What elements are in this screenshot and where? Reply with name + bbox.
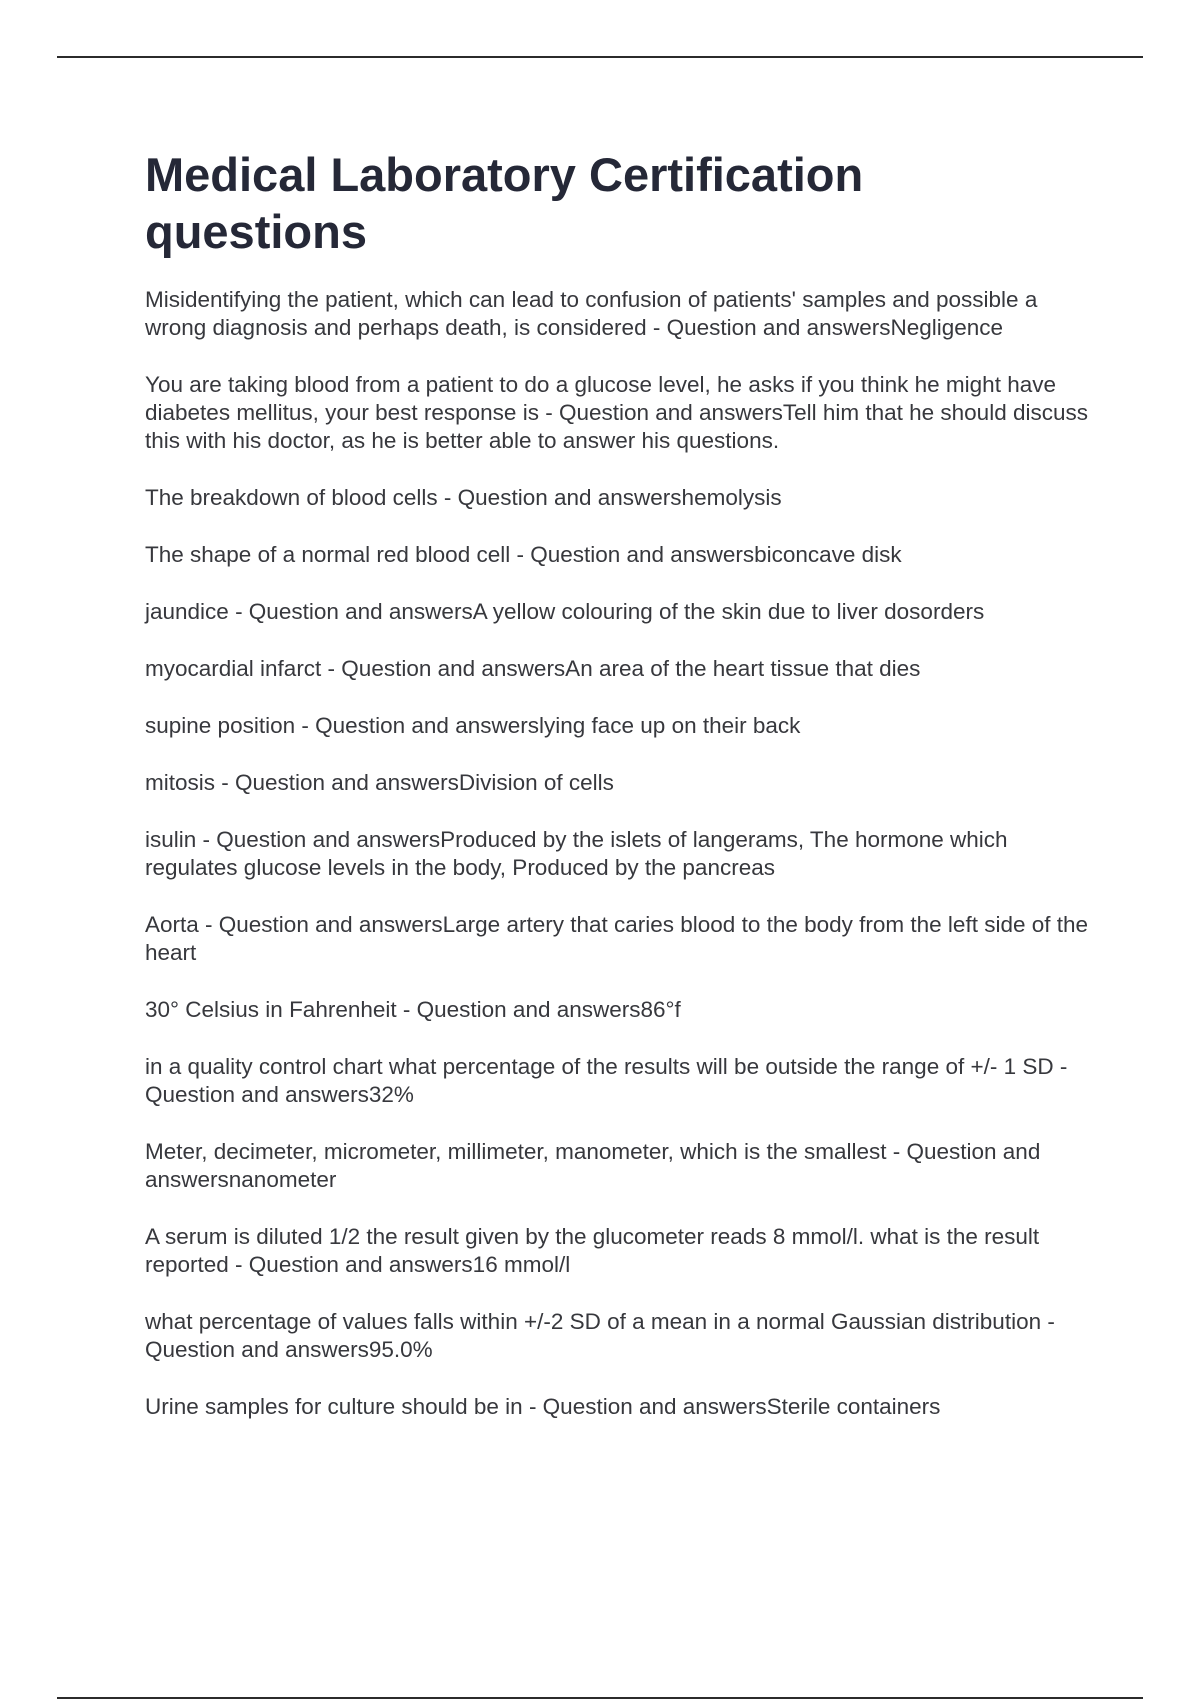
qa-entry: jaundice - Question and answersA yellow colouring of the skin due to liver dosorders: [145, 599, 985, 624]
qa-entry: supine position - Question and answerslying face up on their back: [145, 713, 801, 738]
qa-entry: in a quality control chart what percentage of the results will be outside the range of +/- 1 SD - Question and answers32%: [145, 1054, 1068, 1107]
qa-entry: The breakdown of blood cells - Question and answershemolysis: [145, 485, 782, 510]
qa-entry: Urine samples for culture should be in - Question and answersSterile containers: [145, 1394, 941, 1419]
qa-entry: You are taking blood from a patient to do a glucose level, he asks if you think he might have diabetes mellitus, your best response is - Question and answersTell him that he should discuss this with his doctor, as he is better able to answer his questions.: [145, 372, 1088, 453]
qa-entry: myocardial infarct - Question and answersAn area of the heart tissue that dies: [145, 656, 921, 681]
bottom-rule: [57, 1697, 1143, 1699]
qa-entry: 30° Celsius in Fahrenheit - Question and answers86°f: [145, 997, 681, 1022]
qa-entry: Aorta - Question and answersLarge artery that caries blood to the body from the left side of the heart: [145, 912, 1089, 965]
qa-entry: isulin - Question and answersProduced by the islets of langerams, The hormone which regulates glucose levels in the body, Produced by the pancreas: [145, 827, 1008, 880]
document-body: [145, 146, 1095, 1450]
qa-entry: The shape of a normal red blood cell - Question and answersbiconcave disk: [145, 542, 902, 567]
document-title: Medical Laboratory Certification questions: [145, 148, 864, 258]
qa-entry: what percentage of values falls within +/-2 SD of a mean in a normal Gaussian distribution - Question and answers95.0%: [145, 1309, 1055, 1362]
qa-entry: mitosis - Question and answersDivision of cells: [145, 770, 614, 795]
qa-entry: Meter, decimeter, micrometer, millimeter, manometer, which is the smallest - Question and answersnanometer: [145, 1139, 1041, 1192]
top-rule: [57, 56, 1143, 58]
qa-entry: Misidentifying the patient, which can lead to confusion of patients' samples and possible a wrong diagnosis and perhaps death, is considered - Question and answersNegligence: [145, 287, 1038, 340]
qa-entry: A serum is diluted 1/2 the result given by the glucometer reads 8 mmol/l. what is the result reported - Question and answers16 mmol/l: [145, 1224, 1040, 1277]
